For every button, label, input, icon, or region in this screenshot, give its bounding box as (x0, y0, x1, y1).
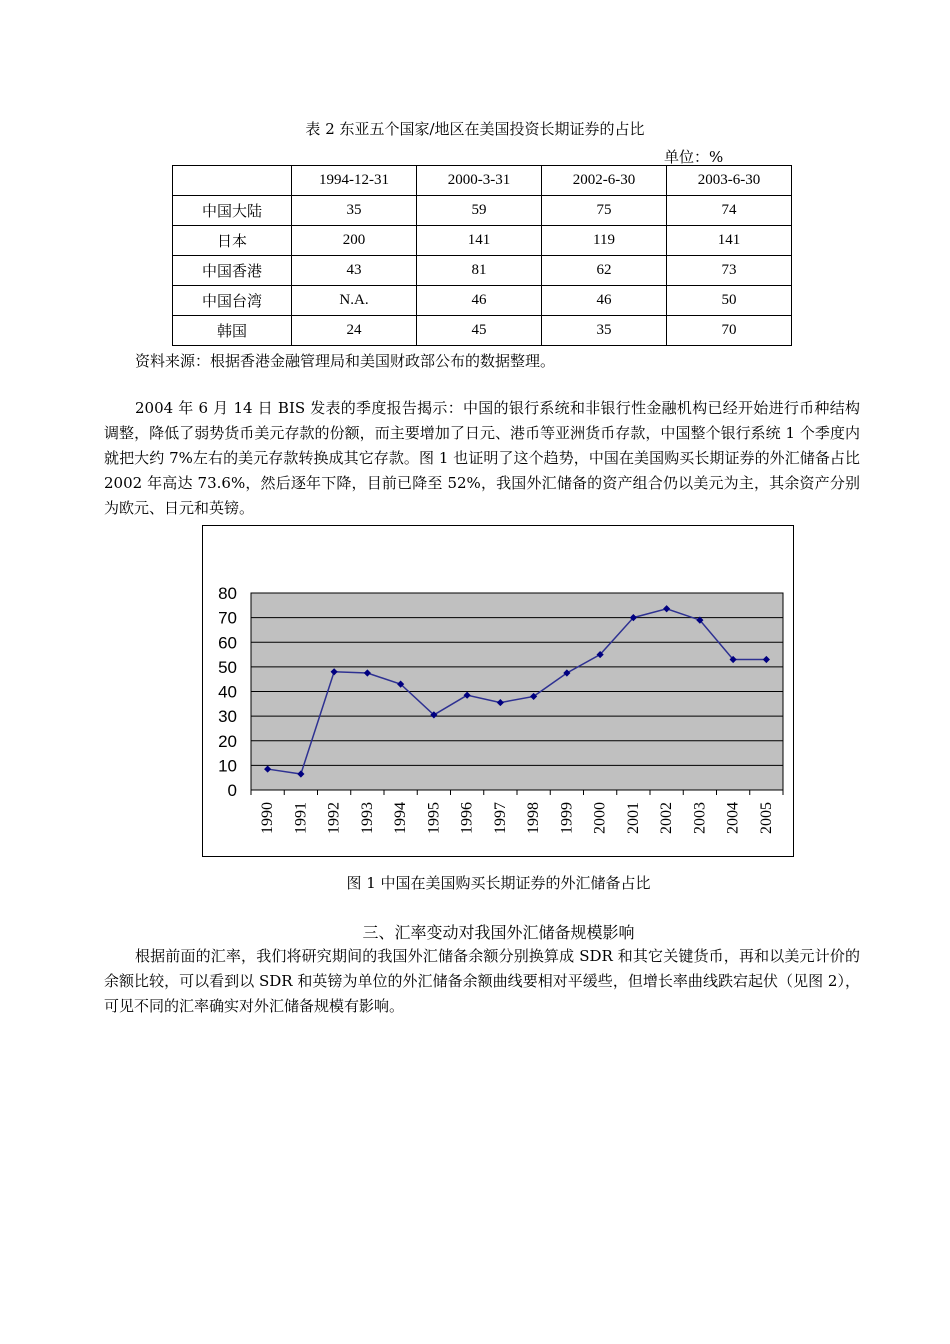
table-row (173, 196, 792, 226)
y-tick-label: 30 (218, 707, 237, 727)
table-cell: 中国香港 (173, 256, 292, 286)
table-cell: 70 (667, 316, 792, 346)
table-cell: 59 (417, 196, 542, 226)
table-header-cell: 2003-6-30 (667, 166, 792, 196)
x-tick-label: 1995 (425, 802, 443, 834)
table-cell: 50 (667, 286, 792, 316)
table-cell: 119 (542, 226, 667, 256)
table-title: 表 2 东亚五个国家/地区在美国投资长期证券的占比 (305, 120, 645, 138)
table-cell: 46 (417, 286, 542, 316)
x-tick-label: 1997 (491, 802, 509, 834)
table-row (173, 256, 792, 286)
table-cell: 45 (417, 316, 542, 346)
table-row (173, 286, 792, 316)
y-tick-label: 50 (218, 657, 237, 677)
x-tick-label: 1999 (558, 802, 576, 834)
table-cell: 73 (667, 256, 792, 286)
table-cell: 81 (417, 256, 542, 286)
y-tick-label: 80 (218, 584, 237, 603)
y-tick-label: 60 (218, 633, 237, 653)
table-row (173, 316, 792, 346)
table-cell: 35 (292, 196, 417, 226)
table-cell: 日本 (173, 226, 292, 256)
x-tick-label: 1998 (525, 802, 543, 834)
x-tick-label: 2003 (691, 802, 709, 834)
x-tick-label: 1996 (458, 802, 476, 834)
x-tick-label: 2005 (757, 802, 775, 834)
table-cell: 35 (542, 316, 667, 346)
table-cell: 75 (542, 196, 667, 226)
table-cell: 46 (542, 286, 667, 316)
chart-frame (202, 525, 794, 857)
table-header-cell: 2002-6-30 (542, 166, 667, 196)
table-unit: 单位：% (664, 148, 724, 166)
x-tick-label: 2000 (591, 802, 609, 834)
table-header-cell (173, 166, 292, 196)
y-tick-label: 10 (218, 756, 237, 776)
y-tick-label: 70 (218, 608, 237, 628)
x-tick-label: 1991 (292, 802, 310, 834)
y-tick-label: 20 (218, 731, 237, 751)
table-cell: 43 (292, 256, 417, 286)
y-tick-label: 0 (227, 781, 237, 800)
x-tick-label: 1992 (325, 802, 343, 834)
x-tick-label: 2001 (624, 802, 642, 834)
table-cell: 74 (667, 196, 792, 226)
table-source-note: 资料来源：根据香港金融管理局和美国财政部公布的数据整理。 (135, 352, 556, 370)
table-cell: 141 (667, 226, 792, 256)
table-cell: 中国台湾 (173, 286, 292, 316)
table-cell: 韩国 (173, 316, 292, 346)
table-cell: 200 (292, 226, 417, 256)
x-tick-label: 2004 (724, 802, 742, 834)
table-cell: N.A. (292, 286, 417, 316)
table-cell: 141 (417, 226, 542, 256)
table-row (173, 226, 792, 256)
y-tick-label: 40 (218, 682, 237, 702)
figure-caption: 图 1 中国在美国购买长期证券的外汇储备占比 (346, 874, 651, 892)
x-tick-label: 1990 (259, 802, 277, 834)
x-tick-label: 1994 (392, 802, 410, 834)
table-header-cell: 2000-3-31 (417, 166, 542, 196)
data-table (172, 165, 792, 346)
table-header-cell: 1994-12-31 (292, 166, 417, 196)
table-cell: 中国大陆 (173, 196, 292, 226)
table-cell: 24 (292, 316, 417, 346)
section-heading: 三、汇率变动对我国外汇储备规模影响 (362, 923, 635, 942)
table-header-row (173, 166, 792, 196)
body-paragraph-1: 2004 年 6 月 14 日 BIS 发表的季度报告揭示：中国的银行系统和非银行性金融机构已经开始进行币种结构调整，降低了弱势货币美元存款的份额，而主要增加了日元、港币等亚洲货币存款，中国整个银行系统 1 个季度内就把大约 7%左右的美元存款转换成其它存款。图 1 也证明了这个趋势，中国在美国购买长期证券的外汇储备占比 2002 年高达 73.6%，然后逐年下降，目前已降至 52%，我国外汇储备的资产组合仍以美元为主，其余资产分别为欧元、日元和英镑。 (104, 399, 860, 517)
table-cell: 62 (542, 256, 667, 286)
x-tick-label: 2002 (658, 802, 676, 834)
body-paragraph-2: 根据前面的汇率，我们将研究期间的我国外汇储备余额分别换算成 SDR 和其它关键货币，再和以美元计价的余额比较，可以看到以 SDR 和英镑为单位的外汇储备余额曲线要相对平缓些，但增长率曲线跌宕起伏（见图 2），可见不同的汇率确实对外汇储备规模有影响。 (104, 947, 860, 1015)
line-chart (203, 526, 793, 856)
x-tick-label: 1993 (358, 802, 376, 834)
